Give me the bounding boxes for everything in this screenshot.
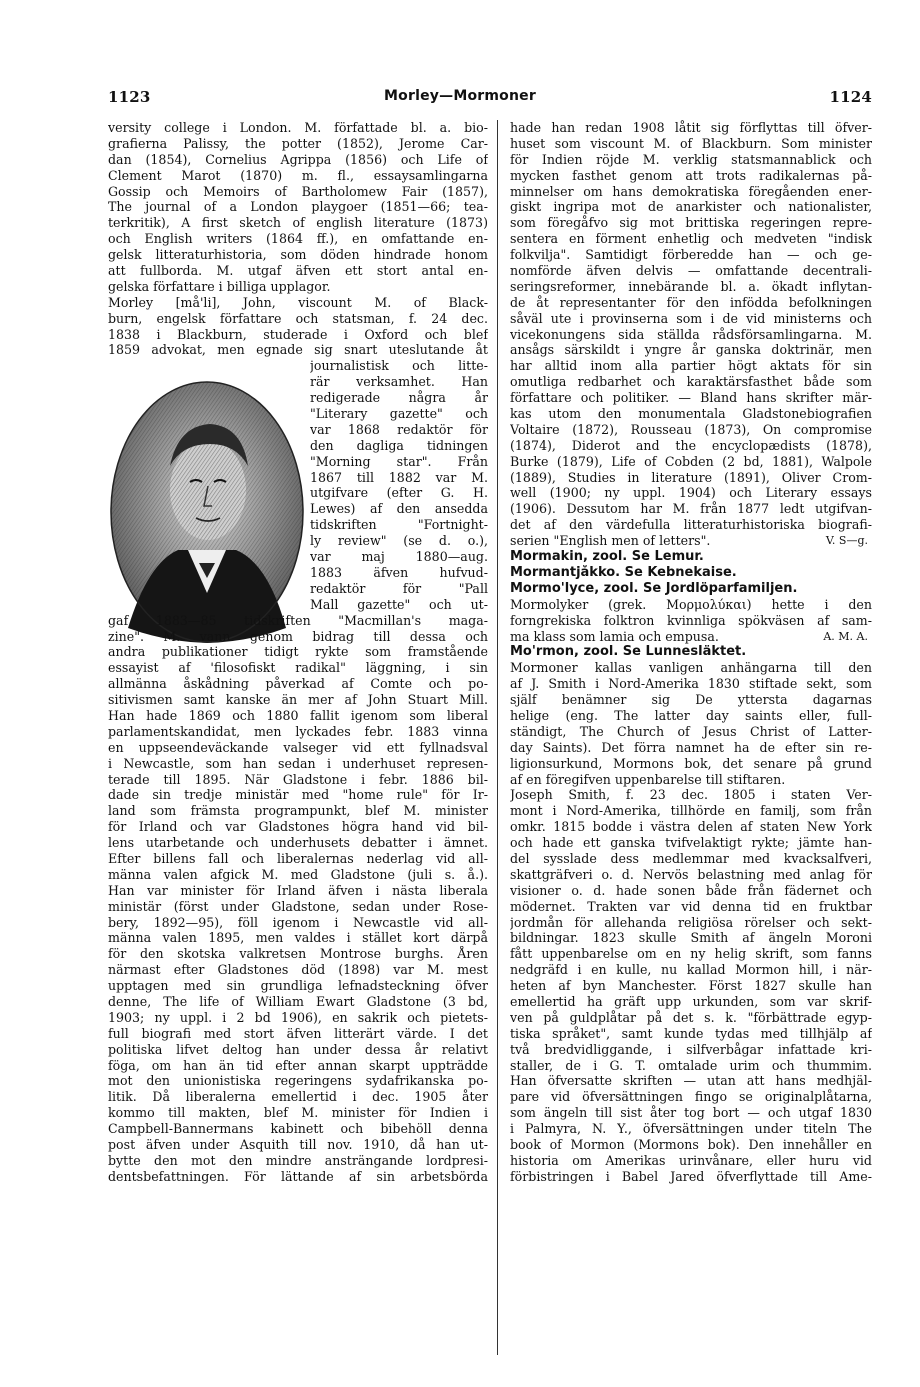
text-line: folkvilja". Samtidigt förberedde han — och ge- [510, 247, 872, 263]
text-line: 1903; ny uppl. i 2 bd 1906), en sakrik och pietets- [108, 1009, 488, 1025]
text-line: zine". M. vann genom bidrag till dessa och [108, 628, 488, 644]
text-line: minnelser om hans demokratiska föregåenden ener- [510, 183, 872, 199]
text-line: politiska lifvet deltog han under dessa år relativt [108, 1041, 488, 1057]
text-line: "Morning star". Från [310, 453, 488, 469]
text-line: versity college i London. M. författade bl. a. bio- [108, 120, 488, 135]
headword-mormakin: Mormakin, zool. Se Lemur. [510, 549, 704, 565]
text-line: mycken fasthet genom att trots radikalernas på- [510, 167, 872, 183]
text-line: seringsreformer, innebärande bl. a. ökadt inflytan- [510, 278, 872, 294]
text-line: parlamentskandidat, men lyckades febr. 1883 vinna [108, 723, 488, 739]
text-line: nedgräfd i en kulle, nu kallad Mormon hill, i när- [510, 962, 872, 978]
text-line: heten af byn Manchester. Först 1827 skulle han [510, 978, 872, 994]
text-line: kas utom den monumentala Gladstonebiografien [510, 406, 872, 422]
text-line: well (1900; ny uppl. 1904) och Literary essays [510, 485, 872, 501]
text-line: Burke (1879), Life of Cobden (2 bd, 1881), Walpole [510, 453, 872, 469]
text-line: två bredvidliggande, i silfverbågar infattade kri- [510, 1041, 872, 1057]
text-line: (1874), Diderot and the encyclopædists (1878), [510, 437, 872, 453]
text-line: sentera en förment enhetlig och medveten "indisk [510, 231, 872, 247]
text-line: full biografi med stort äfven litterärt värde. I det [108, 1025, 488, 1041]
text-line: fått uppenbarelse om en ny helig skrift, som fanns [510, 946, 872, 962]
text-line: forngrekiska folktron kvinnliga spökväsen af sam- [510, 612, 872, 628]
author-signature: A. M. A. [823, 629, 868, 643]
text-line: redigerade några år [310, 390, 488, 406]
text-line-signed [510, 533, 872, 549]
text-line: grafierna Palissy, the potter (1852), Jerome Car- [108, 135, 488, 151]
text-line: helige (eng. The latter day saints eller, full- [510, 707, 872, 723]
text-line: Han hade 1869 och 1880 fallit igenom som liberal [108, 707, 488, 723]
text-line: denne, The life of William Ewart Gladstone (3 bd, [108, 993, 488, 1009]
text-line: staller, de i G. T. omtalade urim och thummim. [510, 1057, 872, 1073]
text-line: föga, om han än tid efter annan skarpt uppträdde [108, 1057, 488, 1073]
text-line: rär verksamhet. Han [310, 374, 488, 390]
text-line: för den skotska valkretsen Montrose burghs. Åren [108, 946, 488, 962]
text-line: mot den unionistiska regeringens sydafrikanska po- [108, 1073, 488, 1089]
text-line: i Newcastle, som han sedan i underhuset represen- [108, 755, 488, 771]
text-line: att fullborda. M. utgaf äfven ett stort antal en- [108, 263, 488, 279]
text-line: "Literary gazette" och [310, 406, 488, 422]
text-line: de åt representanter för den infödda befolkningen [510, 294, 872, 310]
running-title: Morley—Mormoner [384, 88, 536, 104]
text-line: som föregåfvo sig mot brittiska regeringen repre- [510, 215, 872, 231]
text-line: (1906). Dessutom har M. från 1877 ledt utgifvan- [510, 501, 872, 517]
text-line: pare vid öfversättningen fingo se originalplåtarna, [510, 1089, 872, 1105]
text-line: omkr. 1815 bodde i västra delen af staten New York [510, 819, 872, 835]
text-line: författare och politiker. — Bland hans skrifter mär- [510, 390, 872, 406]
text-line: serien "English men of letters". [510, 533, 711, 549]
text-line: Efter billens fall och liberalernas nederlag vid all- [108, 850, 488, 866]
text-line: redaktör för "Pall [310, 580, 488, 596]
text-line: den dagliga tidningen [310, 437, 488, 453]
text-line: sitivismen samt kanske än mer af John Stuart Mill. [108, 692, 488, 708]
text-line: huset som viscount M. of Blackburn. Som minister [510, 135, 872, 151]
page-number-left: 1123 [108, 88, 151, 106]
text-line: journalistisk och litte- [310, 358, 488, 374]
text-line: giskt ingripa mot de anarkister och nationalister, [510, 199, 872, 215]
headword-mormon: Mo'rmon, zool. Se Lunnesläktet. [510, 644, 747, 660]
text-line: Han öfversatte skriften — utan att hans medhjäl- [510, 1073, 872, 1089]
text-line: vicekonungens sida ställda rådsförsamlingarna. M. [510, 326, 872, 342]
left-column [108, 120, 488, 1185]
text-line: kommo till makten, blef M. minister för Indien i [108, 1105, 488, 1121]
text-line: gelska författare i billiga upplagor. [108, 278, 331, 294]
text-line: 1883 äfven hufvud- [310, 564, 488, 580]
text-line: och English writers (1864 ff.), en omfattande en- [108, 231, 488, 247]
text-line: en uppseendeväckande valseger vid ett fyllnadsval [108, 739, 488, 755]
text-line: del sysslade dess medlemmar med kvacksalfveri, [510, 850, 872, 866]
text-line: upptagen med sin grundliga lefnadsteckning öfver [108, 978, 488, 994]
text-line: Mall gazette" och ut- [310, 596, 488, 612]
text-line: tidskriften "Fortnight- [310, 517, 488, 533]
column-divider [497, 120, 498, 1355]
text-line: bytte den mot den mindre ansträngande lordpresi- [108, 1152, 488, 1168]
text-line: som ängeln till sist åter tog bort — och utgaf 1830 [510, 1105, 872, 1121]
text-line: 1859 advokat, men egnade sig snart uteslutande åt [108, 342, 488, 358]
text-line: omutliga redbarhet och karaktärsfasthet både som [510, 374, 872, 390]
text-line: 1867 till 1882 var M. [310, 469, 488, 485]
text-line: day Saints). Det förra namnet ha de efter sin re- [510, 739, 872, 755]
text-line: männa valen afgick M. med Gladstone (juli s. å.). [108, 866, 488, 882]
text-line: ligionsurkund, Mormons bok, det senare på grund [510, 755, 872, 771]
headword-mormolyce: Mormo'lyce, zool. Se Jordlöparfamiljen. [510, 580, 798, 596]
text-line: The journal of a London playgoer (1851—66; tea- [108, 199, 488, 215]
text-line: allmänna åskådning påverkad af Comte och po- [108, 676, 488, 692]
text-line: har alltid inom alla partier högt aktats för sin [510, 358, 872, 374]
text-line: andra publikationer tidigt rykte som framstående [108, 644, 488, 660]
text-line: litik. Då liberalerna emellertid i dec. 1905 åter [108, 1089, 488, 1105]
text-line: bery, 1892—95), föll igenom i Newcastle vid all- [108, 914, 488, 930]
right-column [510, 120, 872, 1185]
text-line: terkritik), A first sketch of english literature (1873) [108, 215, 488, 231]
text-line: lens utarbetande och underhusets debatter i ämnet. [108, 835, 488, 851]
text-line: Lewes) af den ansedda [310, 501, 488, 517]
text-line: Han var minister för Irland äfven i nästa liberala [108, 882, 488, 898]
page-number-right: 1124 [829, 88, 872, 106]
text-line-signed [510, 629, 872, 645]
text-line: var maj 1880—aug. [310, 549, 488, 565]
text-line: af en föregifven uppenbarelse till stiftaren. [510, 771, 786, 787]
text-line: Voltaire (1872), Rousseau (1873), On compromise [510, 421, 872, 437]
text-line: männa valen 1895, men valdes i stället kort därpå [108, 930, 488, 946]
text-line: för Indien röjde M. verklig statsmannablick och [510, 151, 872, 167]
text-line: förbistringen i Babel Jared öfverflyttade till Ame- [510, 1168, 872, 1184]
author-signature: V. S—g. [825, 534, 868, 548]
headword-mormolyker: Mormolyker (grek. Μορμολύκαι) hette i den [510, 596, 872, 612]
headword-mormantjakko: Mormantjåkko. Se Kebnekaise. [510, 564, 737, 580]
text-line: af J. Smith i Nord-Amerika 1830 stiftade sekt, som [510, 676, 872, 692]
text-line: dan (1854), Cornelius Agrippa (1856) och Life of [108, 151, 488, 167]
text-line: dade sin tredje ministär med "home rule" för Ir- [108, 787, 488, 803]
text-line: ständigt, The Church of Jesus Christ of Latter- [510, 723, 872, 739]
text-line: Joseph Smith, f. 23 dec. 1805 i staten Ver- [510, 787, 872, 803]
text-line: visioner o. d. hade sonen både från fädernet och [510, 882, 872, 898]
text-line: ansågs särskildt i yngre år ganska doktrinär, men [510, 342, 872, 358]
text-line: mont i Nord-Amerika, tillhörde en familj, som från [510, 803, 872, 819]
text-line: burn, engelsk författare och statsman, f. 24 dec. [108, 310, 488, 326]
text-line: land som främsta programpunkt, blef M. minister [108, 803, 488, 819]
text-line: gelsk litteraturhistoria, som döden hindrade honom [108, 247, 488, 263]
text-line: 1838 i Blackburn, studerade i Oxford och blef [108, 326, 488, 342]
text-line: ma klass som lamia och empusa. [510, 628, 719, 644]
text-line: Clement Marot (1870) m. fl., essaysamlingarna [108, 167, 488, 183]
text-line: nomförde äfven delvis — omfattande decentrali- [510, 263, 872, 279]
text-line: själf benämner sig De yttersta dagarnas [510, 692, 872, 708]
text-line: emellertid ha gräft upp urkunden, som var skrif- [510, 993, 872, 1009]
text-line: terade till 1895. När Gladstone i febr. 1886 bil- [108, 771, 488, 787]
text-line: Gossip och Memoirs of Bartholomew Fair (1857), [108, 183, 488, 199]
text-line: såväl ute i provinserna som i de vid ministerns och [510, 310, 872, 326]
text-line: närmast efter Gladstones död (1898) var M. mest [108, 962, 488, 978]
text-line: dentsbefattningen. För lättande af sin arbetsbörda [108, 1168, 488, 1184]
text-line: skattgräfveri o. d. Nervös belastning med anlag för [510, 866, 872, 882]
text-line: historia om Amerikas urinvånare, eller huru vid [510, 1152, 872, 1168]
text-line: ven på guldplåtar på det s. k. "förbättrade egyp- [510, 1009, 872, 1025]
text-line: Campbell-Bannermans kabinett och bibehöll denna [108, 1121, 488, 1137]
headword-mormoner: Mormoner kallas vanligen anhängarna till den [510, 660, 872, 676]
text-line: ly review" (se d. o.), [310, 533, 488, 549]
text-line: hade han redan 1908 låtit sig förflyttas till öfver- [510, 120, 872, 135]
headword-line-morley: Morley [må'li], John, viscount M. of Black- [108, 294, 488, 310]
text-line: för Irland och var Gladstones högra hand vid bil- [108, 819, 488, 835]
text-line: essayist af 'filosofiskt radikal" läggning, i sin [108, 660, 488, 676]
text-line: bildningar. 1823 skulle Smith af ängeln Moroni [510, 930, 872, 946]
text-line: ministär (först under Gladstone, sedan under Rose- [108, 898, 488, 914]
text-line: utgifvare (efter G. H. [310, 485, 488, 501]
text-line: mödernet. Trakten var vid denna tid en fruktbar [510, 898, 872, 914]
text-line: post äfven under Asquith till nov. 1910, då han ut- [108, 1137, 488, 1152]
text-line: (1889), Studies in literature (1891), Oliver Crom- [510, 469, 872, 485]
text-line: gaf 1883—85 tidskriften "Macmillan's maga- [108, 612, 488, 628]
text-line: var 1868 redaktör för [310, 421, 488, 437]
text-line: tiska språket", samt kunde tydas med tillhjälp af [510, 1025, 872, 1041]
text-line: det af den värdefulla litteraturhistoriska biografi- [510, 517, 872, 533]
text-line: book of Mormon (Mormons bok). Den innehåller en [510, 1137, 872, 1152]
text-line: jordmån för allehanda religiösa rörelser och sekt- [510, 914, 872, 930]
text-line: i Palmyra, N. Y., öfversättningen under titeln The [510, 1121, 872, 1137]
text-line: och hade ett ganska tvifvelaktigt rykte; jämte han- [510, 835, 872, 851]
